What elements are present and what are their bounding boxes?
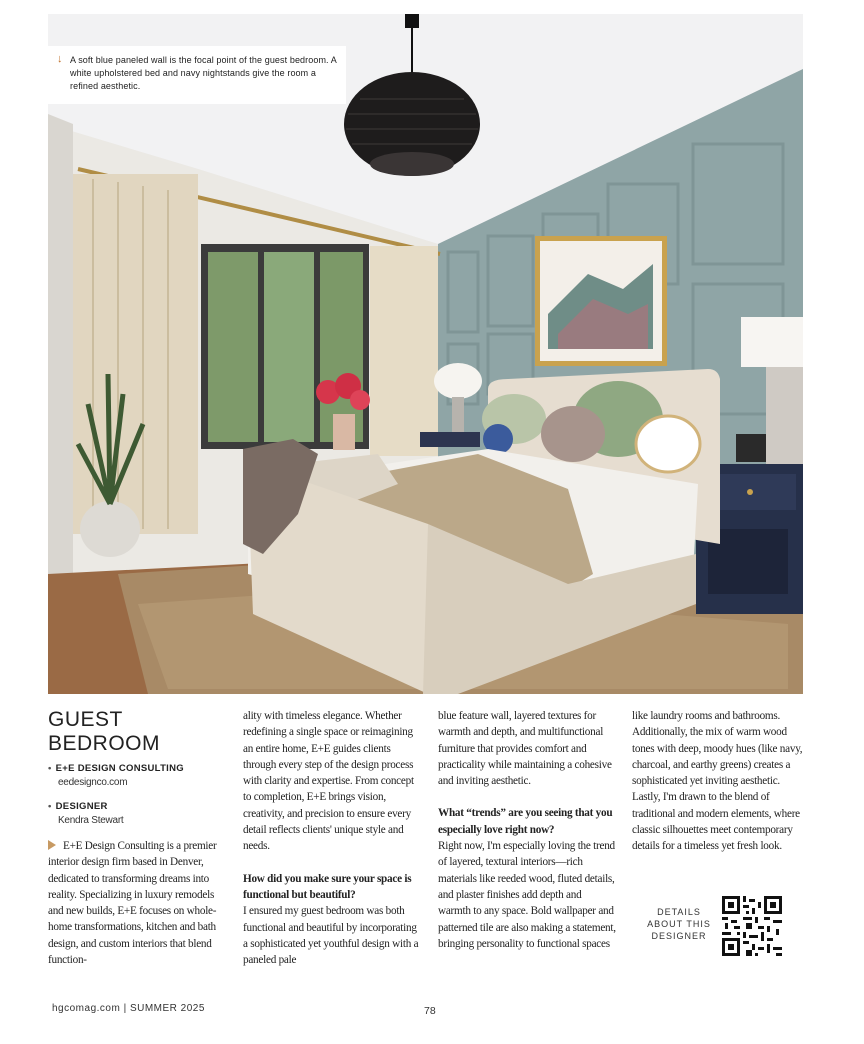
arrow-down-icon: ↓ (57, 53, 63, 65)
credit-designer-name: Kendra Stewart (58, 815, 124, 826)
body-paragraph: I ensured my guest bedroom was both functional and beautiful by incorporating a sophisticated yet youthful design with a paneled pale (243, 905, 419, 967)
page-number: 78 (424, 1005, 436, 1017)
caption-text: A soft blue paneled wall is the focal point of the guest bedroom. A white upholstered bed and navy nightstands give the room a refined aesthetic. (70, 55, 337, 91)
body-paragraph: blue feature wall, layered textures for warmth and depth, and multifunctional furniture that provides comfort and practicality while maintaining a cohesive and inviting aesthetic. (438, 710, 612, 788)
qr-label: DETAILS ABOUT THIS DESIGNER (647, 907, 711, 941)
column-2 (243, 708, 421, 968)
interview-question: What “trends” are you seeing that you especially love right now? (438, 807, 613, 836)
bullet-icon: • (48, 801, 52, 812)
photo-caption (48, 46, 346, 104)
credit-designer: • DESIGNER Kendra Stewart (48, 800, 228, 828)
column-4 (632, 708, 808, 855)
bullet-icon: • (48, 763, 52, 774)
body-paragraph: E+E Design Consulting is a premier interior design firm based in Denver, dedicated to transforming dreams into reality. Specializing in luxury remodels and new builds, E+E focuses on whole-home transformations, kitchen and bath design, and custom interiors that blend function- (48, 840, 217, 967)
body-paragraph: ality with timeless elegance. Whether redefining a single space or reimagining an entire home, E+E guides clients through every step of the design process with clarity and expertise. From concept to completion, E+E brings vision, creativity, and precision to ensure every detail reflects clients' unique style and needs. (243, 710, 414, 853)
qr-code-icon[interactable] (722, 896, 782, 956)
body-paragraph: Right now, I'm especially loving the trend of layered, textural interiors—rich materials like reeded wood, fluted details, and plaster finishes add depth and warmth to any space. Bold wallpaper and patterned tile are also making a statement, bringing personality to functional spaces (438, 840, 616, 950)
column-3 (438, 708, 616, 952)
body-paragraph: like laundry rooms and bathrooms. Additionally, the mix of warm wood tones with deep, moody hues (like navy, charcoal, and earthy greens) creates a sophisticated yet inviting aesthetic. Lastly, I'm drawn to the blend of traditional and modern elements, where classic silhouettes meet contemporary details for a timeless yet fresh look. (632, 710, 803, 853)
triangle-icon (48, 840, 56, 850)
footer-site-issue: hgcomag.com | SUMMER 2025 (52, 1003, 205, 1014)
credit-firm: • E+E DESIGN CONSULTING eedesignco.com (48, 762, 228, 790)
interview-question: How did you make sure your space is functional but beautiful? (243, 872, 412, 901)
credit-firm-url[interactable]: eedesignco.com (58, 777, 128, 788)
bedroom-photo (48, 14, 803, 694)
section-title: GUEST BEDROOM (48, 708, 161, 755)
column-1 (48, 708, 228, 968)
